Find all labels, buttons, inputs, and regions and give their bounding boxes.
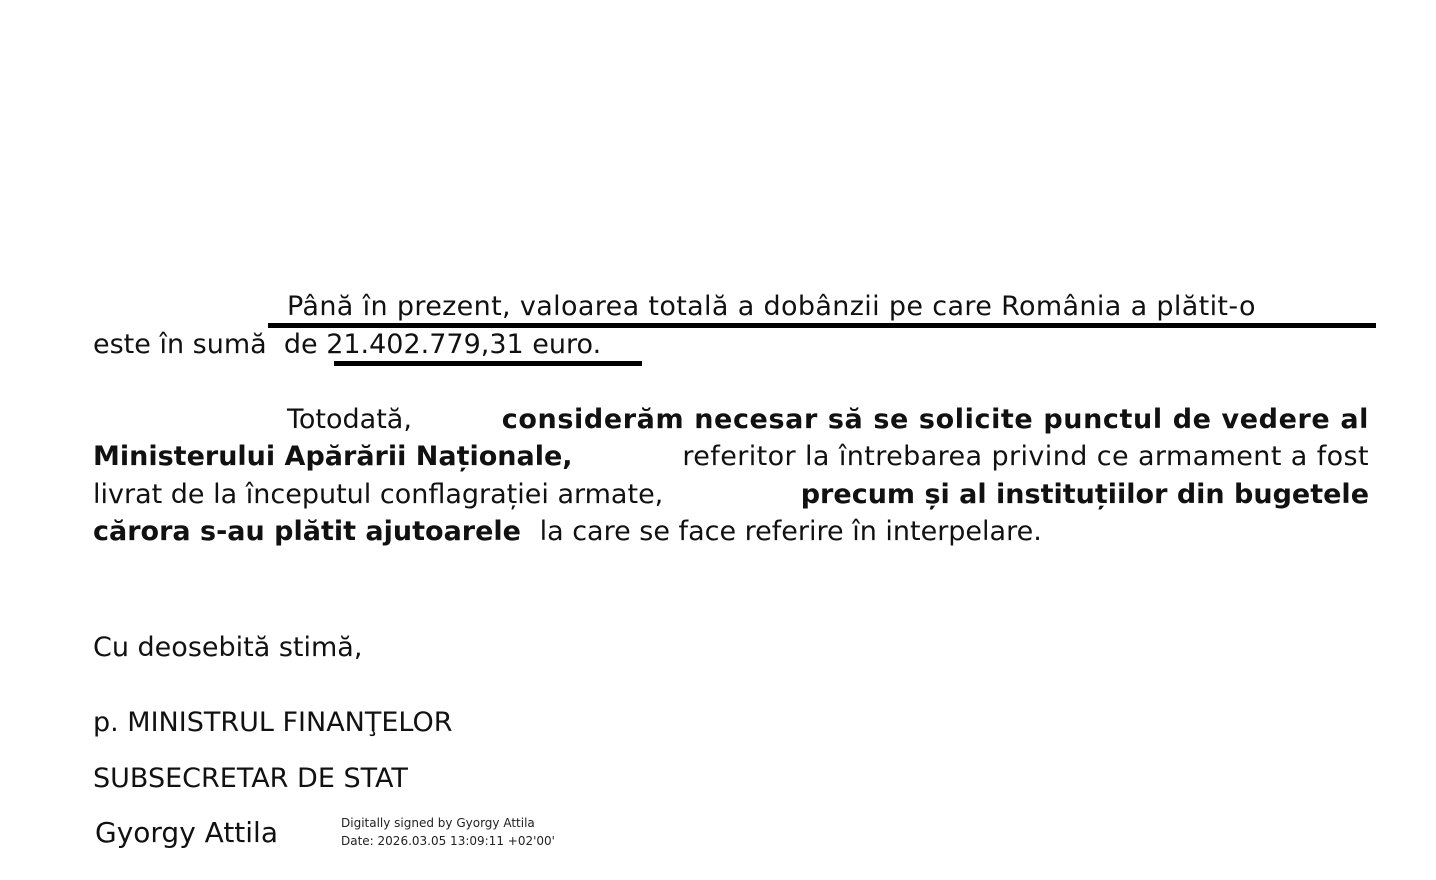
paragraph-2-line-4 bbox=[93, 515, 1042, 549]
signer-name: Gyorgy Attila bbox=[95, 816, 278, 849]
underline-bar-2 bbox=[334, 361, 642, 366]
digital-signature-line-1: Digitally signed by Gyorgy Attila bbox=[341, 816, 535, 830]
p2-l3-normal: livrat de la începutul conflagrației armate, bbox=[93, 479, 664, 510]
signatory-title-2: SUBSECRETAR DE STAT bbox=[93, 763, 408, 794]
p2-l1-bold: considerăm necesar să se solicite punctul de vedere al bbox=[501, 404, 1369, 435]
digital-signature-line-2: Date: 2026.03.05 13:09:11 +02'00' bbox=[341, 834, 555, 848]
p2-l2-bold: Ministerului Apărării Naționale, bbox=[93, 441, 573, 472]
p2-l4-bold: cărora s-au plătit ajutoarele bbox=[93, 516, 521, 547]
p2-l1-normal: Totodată, bbox=[287, 404, 412, 435]
paragraph-2-line-1 bbox=[287, 403, 1369, 437]
paragraph-2-line-3 bbox=[93, 478, 1369, 512]
paragraph-1-line-1: Până în prezent, valoarea totală a dobânzii pe care România a plătit-o bbox=[287, 291, 1256, 322]
p2-l2-normal: referitor la întrebarea privind ce armament a fost bbox=[682, 441, 1369, 472]
signatory-title-1: p. MINISTRUL FINANŢELOR bbox=[93, 707, 453, 738]
amount-value: 21.402.779,31 euro. bbox=[326, 329, 602, 360]
p2-l3-bold: precum și al instituțiilor din bugetele bbox=[800, 479, 1369, 510]
paragraph-1-line-2 bbox=[93, 328, 601, 362]
amount-prefix: este în sumă de bbox=[93, 329, 327, 360]
salutation: Cu deosebită stimă, bbox=[93, 632, 363, 663]
paragraph-2-line-2 bbox=[93, 440, 1369, 474]
p2-l4-normal: la care se face referire în interpelare. bbox=[539, 516, 1042, 547]
